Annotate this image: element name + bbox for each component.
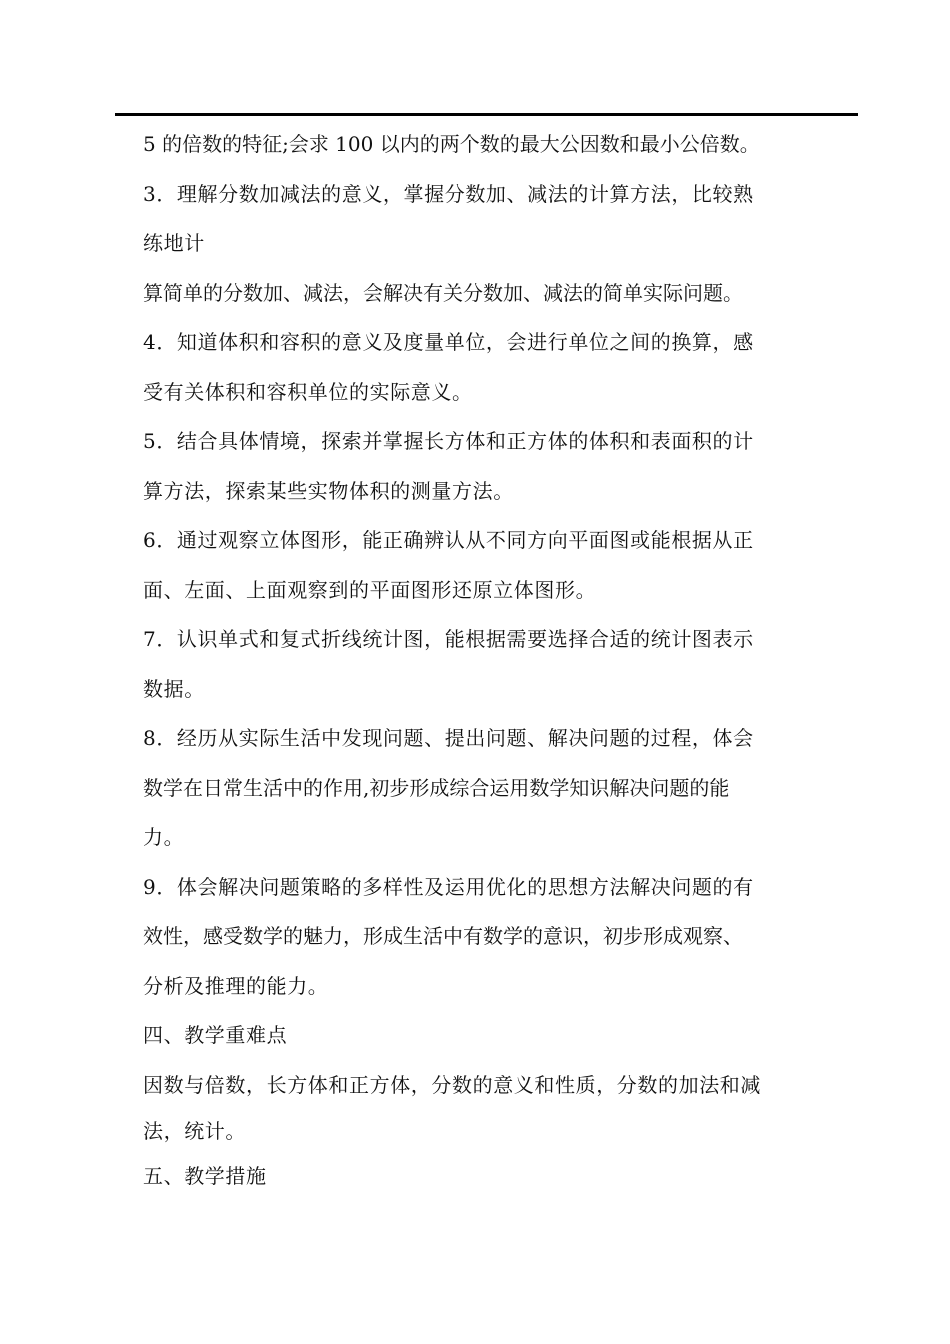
text-line: 数学在日常生活中的作用,初步形成综合运用数学知识解决问题的能 <box>143 775 730 800</box>
text-line: 4．知道体积和容积的意义及度量单位，会进行单位之间的换算，感 <box>143 330 754 354</box>
text-line: 数据。 <box>143 676 205 701</box>
text-line: 算简单的分数加、减法，会解决有关分数加、减法的简单实际问题。 <box>143 280 743 305</box>
text-line: 力。 <box>143 825 185 849</box>
section-heading: 四、教学重难点 <box>143 1023 288 1047</box>
text-line: 分析及推理的能力。 <box>143 973 329 998</box>
section-heading: 五、教学措施 <box>143 1164 267 1188</box>
header-rule <box>115 113 858 116</box>
text-line: 受有关体积和容积单位的实际意义。 <box>143 379 473 404</box>
document-body <box>143 120 815 1202</box>
text-line: 8．经历从实际生活中发现问题、提出问题、解决问题的过程，体会 <box>143 726 754 750</box>
text-line: 因数与倍数，长方体和正方体，分数的意义和性质，分数的加法和减 <box>143 1072 761 1097</box>
text-line: 法，统计。 <box>143 1119 246 1143</box>
text-line: 5 的倍数的特征;会求 100 以内的两个数的最大公因数和最小公倍数。 <box>143 132 760 156</box>
text-line: 7．认识单式和复式折线统计图，能根据需要选择合适的统计图表示 <box>143 627 754 651</box>
text-line: 面、左面、上面观察到的平面图形还原立体图形。 <box>143 577 597 602</box>
text-line: 效性，感受数学的魅力，形成生活中有数学的意识，初步形成观察、 <box>143 924 743 948</box>
text-line: 9．体会解决问题策略的多样性及运用优化的思想方法解决问题的有 <box>143 874 754 899</box>
text-line: 6．通过观察立体图形，能正确辨认从不同方向平面图或能根据从正 <box>143 528 754 552</box>
text-line: 3．理解分数加减法的意义，掌握分数加、减法的计算方法，比较熟 <box>143 181 754 206</box>
text-line: 5．结合具体情境，探索并掌握长方体和正方体的体积和表面积的计 <box>143 429 754 453</box>
text-line: 练地计 <box>143 231 205 255</box>
text-line: 算方法，探索某些实物体积的测量方法。 <box>143 478 514 503</box>
